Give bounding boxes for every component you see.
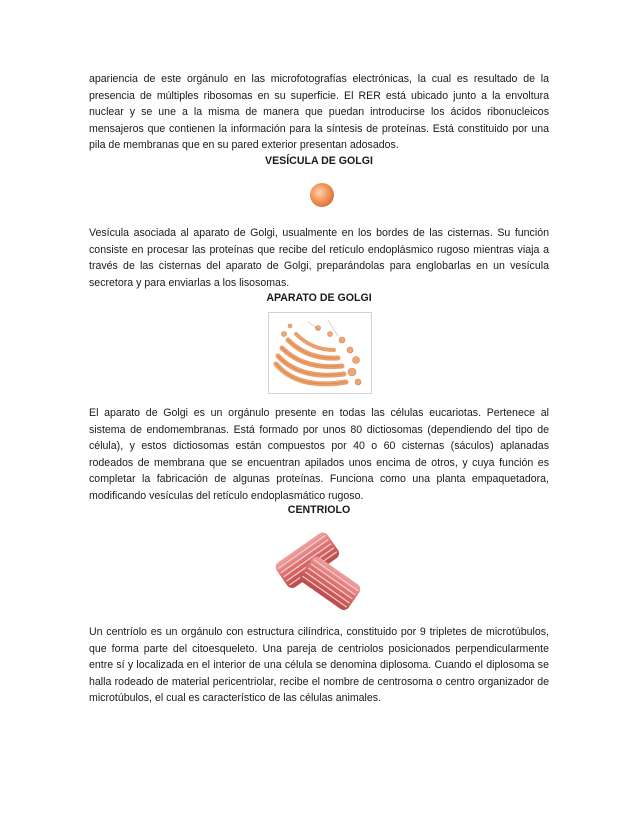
paragraph-aparato: El aparato de Golgi es un orgánulo presente en todas las células eucariotas. Pertenece al sistema de endomembranas. Está formado por unos 80 dictiosomas (dependiendo del tipo de célula), y estos dictiosomas están compuestos por 40 o 60 cisternas (sáculos) aplanadas rodeados de membrana que se encuentran apilados unos encima de otros, y cuya función es completar la fabricación de algunas proteínas. Funciona como una planta empaquetadora, modificando vesículas del retículo endoplasmático rugoso. [89, 407, 549, 502]
heading-vesicula-golgi: VESÍCULA DE GOLGI [265, 155, 373, 167]
centriole-illustration [268, 524, 368, 616]
golgi-apparatus-illustration [268, 312, 372, 394]
heading-centriolo: CENTRIOLO [287, 504, 351, 516]
paragraph-centriolo: Un centríolo es un orgánulo con estructura cilíndrica, constituido por 9 tripletes de microtúbulos, que forma parte del citoesqueleto. Una pareja de centriolos posicionados perpendicularmente entre sí y localizada en el interior de una célula se denomina diplosoma. Cuando el diplosoma se halla rodeado de material pericentriolar, recibe el nombre de centrosoma o centro organizador de microtúbulos, el cual es característico de las células animales. [89, 626, 549, 705]
paragraph-rer: apariencia de este orgánulo en las microfotografías electrónicas, la cual es resultado de la presencia de múltiples ribosomas en su superficie. El RER está ubicado junto a la envoltura nuclear y se une a la misma de manera que puedan introducirse los ácidos ribonucleicos mensajeros que contienen la información para la síntesis de proteínas. Está constituido por una pila de membranas que en su pared exterior presentan adosados. [89, 73, 549, 152]
paragraph-vesicula: Vesícula asociada al aparato de Golgi, usualmente en los bordes de las cisternas. Su función consiste en procesar las proteínas que recibe del retículo endoplásmico rugoso mientras viaja a través de las cisternas del aparato de Golgi, preparándolas para englobarlas en un vesícula secretora y para enviarlas a los lisosomas. [89, 227, 549, 289]
heading-aparato-golgi: APARATO DE GOLGI [266, 292, 372, 304]
vesicle-illustration [307, 180, 337, 210]
